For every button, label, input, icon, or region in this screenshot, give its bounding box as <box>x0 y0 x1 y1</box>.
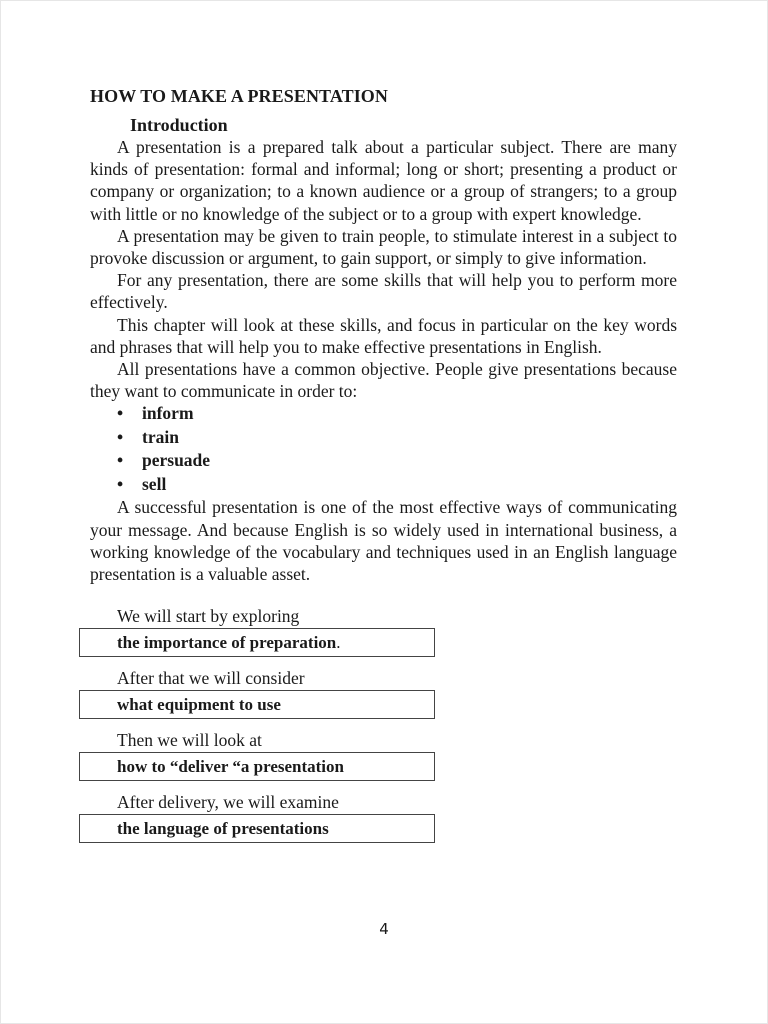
paragraph: A presentation may be given to train people, to stimulate interest in a subject to provoke discussion or argument, to gain support, or simply to give information. <box>90 225 677 269</box>
list-item-label: sell <box>142 473 167 494</box>
outline-step-topic: what equipment to use <box>117 695 281 715</box>
outline-step-box <box>79 628 435 657</box>
bullet-icon: • <box>117 403 124 424</box>
list-item <box>117 473 677 497</box>
outline-step <box>90 729 677 781</box>
outline-step <box>90 791 677 843</box>
outline-step-topic: the language of presentations <box>117 819 329 839</box>
objectives-list <box>90 402 677 496</box>
list-item <box>117 426 677 450</box>
outline-step-topic: the importance of preparation <box>117 633 337 653</box>
list-item <box>117 449 677 473</box>
list-item-label: inform <box>142 403 194 424</box>
paragraph: For any presentation, there are some skills that will help you to perform more effectively. <box>90 270 677 313</box>
outline-step-box <box>79 690 435 719</box>
bullet-icon: • <box>117 473 124 494</box>
outline-step-box <box>79 752 435 781</box>
outline-step-topic: how to “deliver “a presentation <box>117 757 344 777</box>
list-item <box>117 402 677 426</box>
outline-step <box>90 605 677 657</box>
section-heading-introduction: Introduction <box>130 115 228 135</box>
bullet-icon: • <box>117 450 124 471</box>
bullet-icon: • <box>117 426 124 447</box>
outline-step-intro: Then we will look at <box>117 730 262 751</box>
paragraph: All presentations have a common objective. People give presentations because they want to communicate in order to: <box>90 359 677 402</box>
document-body <box>90 84 677 853</box>
list-item-label: persuade <box>142 450 211 471</box>
page-title: HOW TO MAKE A PRESENTATION <box>90 86 389 106</box>
page-number: 4 <box>379 920 389 938</box>
outline-step <box>90 667 677 719</box>
outline-step-intro: We will start by exploring <box>117 606 300 627</box>
chapter-outline <box>90 605 677 843</box>
outline-step-intro: After that we will consider <box>117 668 305 689</box>
paragraph: A successful presentation is one of the most effective ways of communicating your message. And because English is so widely used in international business, a working knowledge of the vocabulary and techniques used in an English language presentation is a valuable asset. <box>90 497 677 585</box>
outline-step-intro: After delivery, we will examine <box>117 792 339 813</box>
paragraph: A presentation is a prepared talk about a particular subject. There are many kinds of presentation: formal and informal; long or short; presenting a product or company or organization; to a known audience or a group of strangers; to a group with little or no knowledge of the subject or to a group with expert knowledge. <box>90 137 677 224</box>
outline-step-punctuation: . <box>336 633 341 653</box>
outline-step-box <box>79 814 435 843</box>
paragraph: This chapter will look at these skills, and focus in particular on the key words and phrases that will help you to make effective presentations in English. <box>90 314 677 357</box>
list-item-label: train <box>142 426 179 447</box>
